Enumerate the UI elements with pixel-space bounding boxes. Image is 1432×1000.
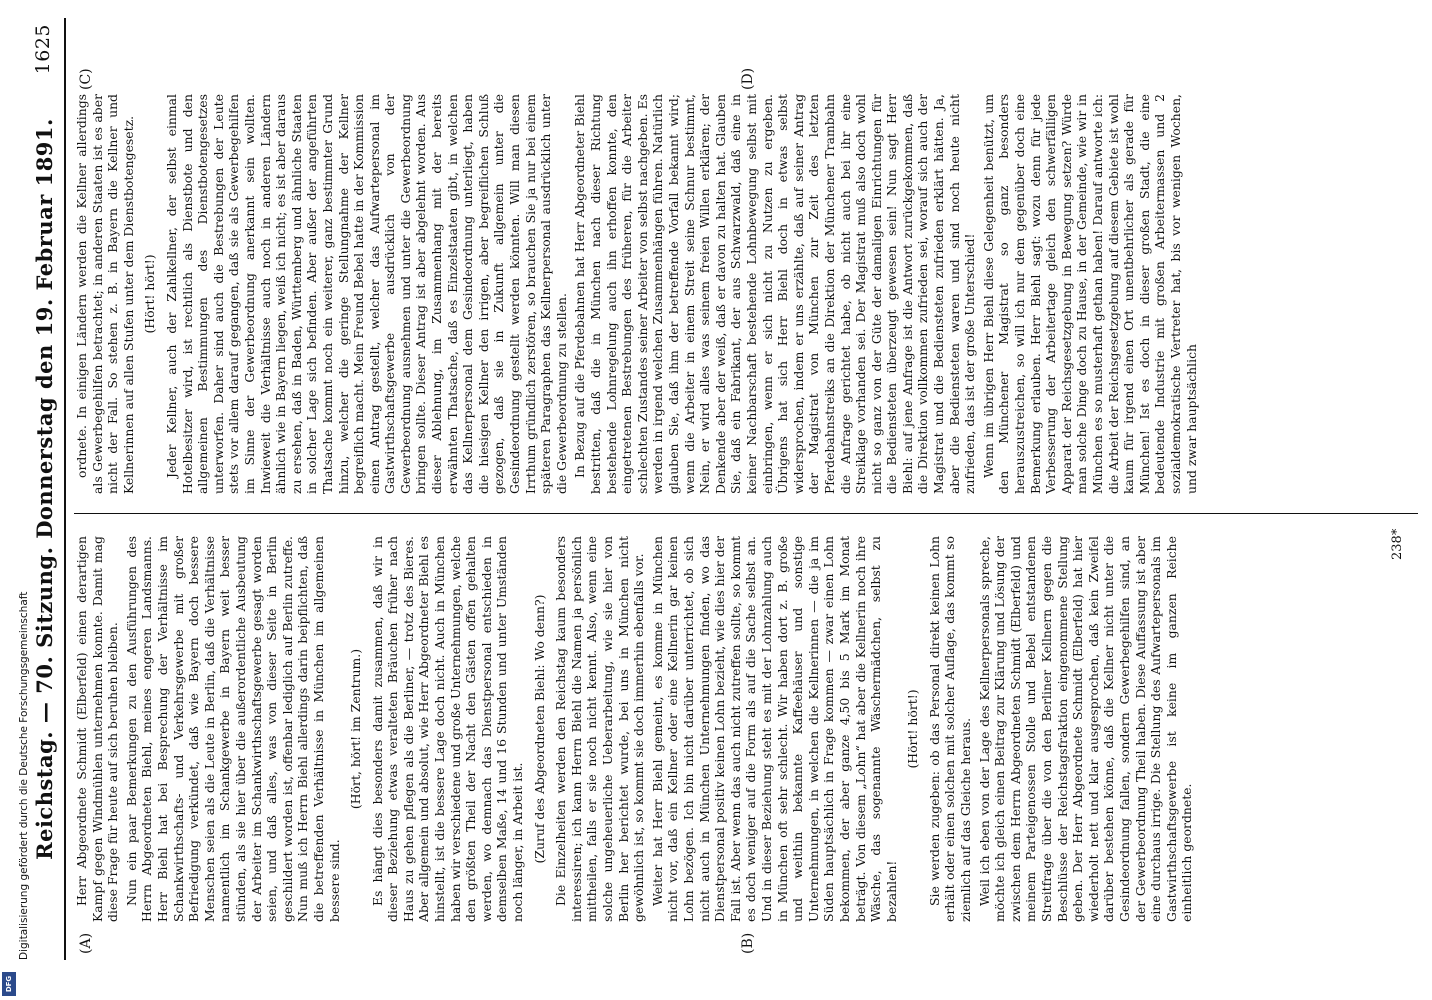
signature-mark: 238* [1390,528,1405,560]
paragraph: Wenn im übrigen Herr Biehl diese Gelegenheit benützt, um den Münchener Magistrat so ganz besonders herauszustreichen, so will ich nur dem gegenüber doch eine Bemerkung erlauben. Herr Biehl sagt: wozu denn für jede Verbesserung der Arbeitertage gleich den schwerfälligen Apparat der Reichsgesetzgebung in Bewegung setzen? Würde man solche Dinge doch zu Hause, in der Gemeinde, wie wir in München es so musterhaft gethan haben! Darauf antworte ich: die Arbeit der Reichsgesetzgebung auf diesem Gebiete ist wohl kaum für irgend einen Ort unentbehrlicher als gerade für München! Ist es doch in dieser großen Stadt, die eine bedeutende Industrie mit großen Arbeitermassen und 2 sozialdemokratische Vertreter hat, bis vor wenigen Wochen, und zwar hauptsächlich [980,94,1199,494]
paragraph: Herr Abgeordnete Schmidt (Elberfeld) einen derartigen Kampf gegen Windmühlen unternehmen konnte. Damit mag diese Frage für heute auf sich beruhen bleiben. [74,536,121,922]
paragraph: Nun ein paar Bemerkungen zu den Ausführungen des Herrn Abgeordneten Biehl, meines engeren Landsmanns. Herr Biehl hat bei Besprechung der Verhältnisse im Schankwirthschafts- und Verkehrsgewerbe mit großer Befriedigung verkündet, daß wie Bayern doch bessere Menschen seien als die Leute in Berlin, daß die Verhältnisse namentlich im Schankgewerbe in Bayern weit besser stünden, als sie hier über die außerordentliche Ausbeutung der Arbeiter im Schankwirthschaftsgewerbe gesagt worden seien, und daß alles, was von dieser Seite in Berlin geschildert worden ist, offenbar lediglich auf Berlin zutreffe. Nun muß ich Herrn Biehl allerdings darin beipflichten, daß die betreffenden Verhältnisse in München im allgemeinen bessere sind. [123,536,342,922]
dfg-logo-icon [2,972,16,996]
margin-marker-d: (D) [740,67,756,90]
page-header [28,18,66,960]
paragraph: In Bezug auf die Pferdebahnen hat Herr Abgeordneter Biehl bestritten, daß die in München nach dieser Richtung bestehende Lohnregelung auch ihn erhoffen konnte, den eingetretenen Bestrebungen des früheren, für die Arbeiter schlechten Zustandes seiner Arbeiter von selbst nachgeben. Es werden in irgend welchen Zusammenhängen führen. Natürlich glauben Sie, daß ihm der betreffende Vorfall bekannt wird; wenn die Arbeiter in einem Streit seine Schnur bestimmt, Nein, er wird alles was seinem freien Willen erklären; der Denkende aber der weiß, daß er davon zu halten hat. Glauben Sie, daß ein Fabrikant, der aus Schwarzwald, daß eine in keiner Nachbarschaft bestehende Lohnbewegung selbst mit einbringen, wenn er sich nicht zu Nutzen zu ergeben. Übrigens hat sich Herr Biehl doch in etwas selbst widersprochen, indem er uns erzählte, daß auf seiner Antrag der Magistrat von München zur Zeit des letzten Pferdebahnstreiks an die Direktion der Münchener Trambahn die Anfrage gerichtet habe, ob nicht auch bei ihr eine Streiklage vorhanden sei. Der Magistrat muß also doch wohl nicht so ganz von der Güte der damaligen Einrichtungen für die Bediensteten überzeugt gewesen sein! Nun sagt Herr Biehl: auf jene Anfrage ist die Antwort zurückgekommen, daß die Direktion vollkommen zufrieden sei, worauf sich auch der Magistrat und die Bediensteten zufrieden erklärt hätten. Ja, aber die Bediensteten waren und sind noch heute nicht zufrieden, das ist der große Unterschied! [572,94,978,494]
interjection: (Hört! hört!) [142,254,158,334]
interjection: (Zuruf des Abgeordneten Biehl: Wo denn?) [531,594,547,864]
margin-marker-c: (C) [78,68,94,90]
paragraph: Jeder Kellner, auch der Zahlkellner, der selbst einmal Hotelbesitzer wird, ist rechtlich als Dienstbote und den allgemeinen Bestimmungen des Dienstbotengesetzes unterworfen. Daher sind auch die Bestrebungen der Leute stets vor allem darauf gegangen, daß sie als Gewerbegehilfen im Sinne der Gewerbeordnung anerkannt sein wollten. Inwieweit die Verhältnisse auch noch in anderen Ländern ähnlich wie in Bayern liegen, weiß ich nicht; es ist aber daraus zu ersehen, daß in Baden, Württemberg und ähnliche Staaten in solcher Lage sich befinden. Aber außer der angeführten Thatsache kommt noch ein weiterer, ganz bestimmter Grund hinzu, welcher die geringe Stellungnahme der Kellner begreiflich macht. Mein Freund Bebel hatte in der Kommission einen Antrag gestellt, welcher das Aufwartepersonal im Gastwirthschaftsgewerbe ausdrücklich von der Gewerbeordnung ausnehmen und unter die Gewerbeordnung bringen sollte. Dieser Antrag ist aber abgelehnt worden. Aus dieser Ablehnung, im Zusammenhang mit der bereits erwähnten Thatsache, daß es Einzelstaaten gibt, in welchen das Kellnerpersonal dem Gesindeordnung unterliegt, haben die hiesigen Kellner den irrigen, aber begreiflichen Schluß gezogen, daß sie in Zukunft allgemein unter die Gesindeordnung gestellt werden könnten. Will man diesen Irrthum gründlich zerstören, so brauchen Sie ja nur bei einem späteren Paragraphen das Kellnerpersonal ausdrücklich unter die Gewerbeordnung zu stellen. [163,94,569,494]
column-divider [74,513,1418,514]
paragraph: ordnete. In einigen Ländern werden die Kellner allerdings als Gewerbegehilfen betrachtet; in anderen Staaten ist es aber nicht der Fall. So stehen z. B. in Bayern die Kellner und Kellnerinnen auf allen Stufen unter dem Dienstbotengesetz. [74,94,136,494]
text-column-right [74,94,1420,494]
page-title: Reichstag. — 70. Sitzung. Donnerstag den 19. Februar 1891. [32,118,57,860]
digitization-strip [0,0,30,1000]
paragraph: Es hängt dies besonders damit zusammen, daß wir in dieser Beziehung etwas veralteten Bräuchen früher nach Haus zu gehen pflegen als die Berliner, — trotz des Bieres. Aber allgemein und absolut, wie Herr Abgeordneter Biehl es hinstellt, ist die bessere Lage doch nicht. Auch in München haben wir verschiedene und große Unternehmungen, welche den größten Theil der Nacht den Gästen offen gehalten werden, wo demnach das Dienstpersonal entschieden in demselben Maße, 14 und 16 Stunden und unter Umständen noch länger, in Arbeit ist. [369,536,526,922]
paragraph: Sie werden zugeben: ob das Personal direkt keinen Lohn erhält oder einen solchen mit solcher Auflage, das kommt so ziemlich auf das Gleiche heraus. [926,536,974,922]
page-number: 1625 [32,24,54,75]
dfg-logo-text: DFG [5,975,13,993]
text-column-left [74,536,1420,922]
paragraph: Weiter hat Herr Biehl gemeint, es komme in München nicht vor, daß ein Kellner oder eine Kellnerin gar keinen Lohn bezögen. Ich bin nicht darüber unterrichtet, ob sich nicht auch in München Unternehmungen finden, wo das Dienstpersonal positiv keinen Lohn bezieht, wie dies hier der Fall ist. Aber wenn das auch nicht zutreffen sollte, so kommt es doch weniger auf die Form als auf die Sache selbst an. Und in dieser Beziehung steht es mit der Lohnzahlung auch in München oft sehr schlecht. Wir haben dort z. B. große und weithin bekannte Kaffeehäuser und sonstige Unternehmungen, in welchen die Kellnerinnen — die ja im Süden hauptsächlich in Frage kommen — zwar einen Lohn bekommen, der aber ganze 4,50 bis 5 Mark im Monat beträgt. Von diesem „Lohn“ hat aber die Kellnerin noch ihre Wäsche, das sogenannte Wäschermädchen, selbst zu bezahlen! [649,536,899,922]
digitization-notice: Digitalisierung gefördert durch die Deutsche Forschungsgemeinschaft [18,591,30,960]
interjection: (Hört, hört! im Zentrum.) [348,648,364,810]
interjection: (Hört! hört!) [905,689,921,769]
paragraph: Weil ich eben von der Lage des Kellnerpersonals spreche, möchte ich gleich einen Beitrag zur Klärung und Lösung der zwischen dem Herrn Abgeordneten Schmidt (Elberfeld) und meinem Parteigenossen Stolle und Bebel entstandenen Streitfrage über die von den Berliner Kellnern gegen die Beschlüsse der Reichstagsfraktion eingenommene Stellung geben. Der Herr Abgeordnete Schmidt (Elberfeld) hat hier wiederholt nett und klar ausgesprochen, daß kein Zweifel darüber bestehen könne, daß die Kellner nicht unter die Gesindeordnung fallen, sondern Gewerbegehilfen sind, an der Gewerbeordnung Theil haben. Diese Auffassung ist aber eine durchaus irrige. Die Stellung des Aufwartepersonals im Gastwirthschaftsgewerbe ist keine im ganzen Reiche einheitlich geordnete. [976,536,1195,922]
paragraph: Die Einzelheiten werden den Reichstag kaum besonders interessiren; ich kann Herrn Biehl die Namen ja persönlich mittheilen, falls er sie noch nicht kennt. Also, wenn eine solche ungeheuerliche Ueberarbeitung, wie sie hier von Berlin her berichtet wurde, bei uns in München nicht gewöhnlich ist, so kommt sie doch immerhin ebenfalls vor. [553,536,647,922]
margin-marker-a: (A) [78,932,94,954]
margin-marker-b: (B) [740,932,756,954]
